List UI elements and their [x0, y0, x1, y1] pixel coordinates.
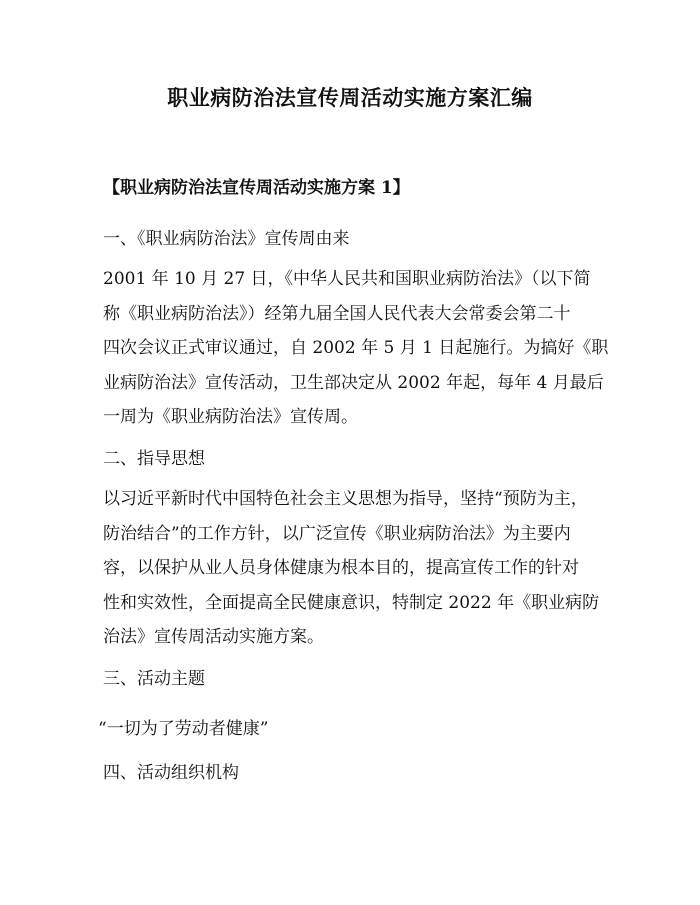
paragraph-line: 四次会议正式审议通过，自 2002 年 5 月 1 日起施行。为搞好《职	[103, 338, 609, 358]
paragraph-line: 防治结合”的工作方针，以广泛宣传《职业病防治法》为主要内	[103, 523, 571, 544]
paragraph-line: 治法》宣传周活动实施方案。	[103, 627, 324, 647]
paragraph-line: 性和实效性，全面提高全民健康意识，特制定 2022 年《职业病防	[103, 592, 600, 613]
paragraph-line: 一周为《职业病防治法》宣传周。	[103, 407, 358, 427]
section-title: 【职业病防治法宣传周活动实施方案 1】	[103, 178, 410, 198]
activity-theme-text: “一切为了劳动者健康”	[98, 719, 269, 739]
paragraph-line: 称《职业病防治法》）经第九届全国人民代表大会常委会第二十	[103, 303, 571, 324]
paragraph-origin	[103, 262, 609, 435]
paragraph-line: 以习近平新时代中国特色社会主义思想为指导，坚持“预防为主，	[103, 489, 588, 509]
paragraph-line: 2001 年 10 月 27 日，《中华人民共和国职业病防治法》（以下简	[103, 269, 591, 289]
paragraph-guiding-thought	[103, 482, 603, 655]
heading-activity-theme: 三、活动主题	[103, 669, 205, 689]
heading-organization: 四、活动组织机构	[103, 763, 239, 783]
document-title: 职业病防治法宣传周活动实施方案汇编	[167, 85, 533, 110]
paragraph-line: 业病防治法》宣传活动，卫生部决定从 2002 年起，每年 4 月最后	[103, 372, 604, 393]
paragraph-line: 容，以保护从业人员身体健康为根本目的，提高宣传工作的针对	[103, 558, 579, 578]
heading-guiding-thought: 二、指导思想	[103, 449, 205, 469]
heading-origin: 一、《职业病防治法》宣传周由来	[103, 229, 350, 249]
